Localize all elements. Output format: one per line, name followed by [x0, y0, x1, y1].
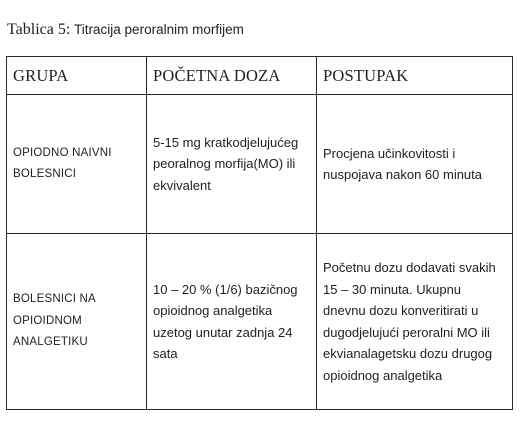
table-caption	[7, 21, 244, 39]
table-header-row	[7, 57, 513, 95]
caption-label: Tablica 5:	[7, 21, 71, 38]
header-initial-dose: POČETNA DOZA	[147, 57, 317, 95]
caption-title: Titracija peroralnim morfijem	[74, 22, 244, 37]
titration-table	[6, 56, 513, 410]
table-row	[7, 95, 513, 234]
cell-procedure: Početnu dozu dodavati svakih 15 – 30 minuta. Ukupnu dnevnu dozu konveritirati u dugodjelujući peroralni MO ili ekvianalagetsku dozu drugog opioidnog analgetika	[317, 234, 513, 410]
header-group: GRUPA	[7, 57, 147, 95]
cell-initial-dose: 5-15 mg kratkodjelujućeg peoralnog morfija(MO) ili ekvivalent	[147, 95, 317, 234]
table-row	[7, 234, 513, 410]
cell-procedure: Procjena učinkovitosti i nuspojava nakon 60 minuta	[317, 95, 513, 234]
header-procedure: POSTUPAK	[317, 57, 513, 95]
cell-group: BOLESNICI NA OPIOIDNOM ANALGETIKU	[7, 234, 147, 410]
cell-group: OPIODNO NAIVNI BOLESNICI	[7, 95, 147, 234]
cell-initial-dose: 10 – 20 % (1/6) bazičnog opioidnog analgetika uzetog unutar zadnja 24 sata	[147, 234, 317, 410]
